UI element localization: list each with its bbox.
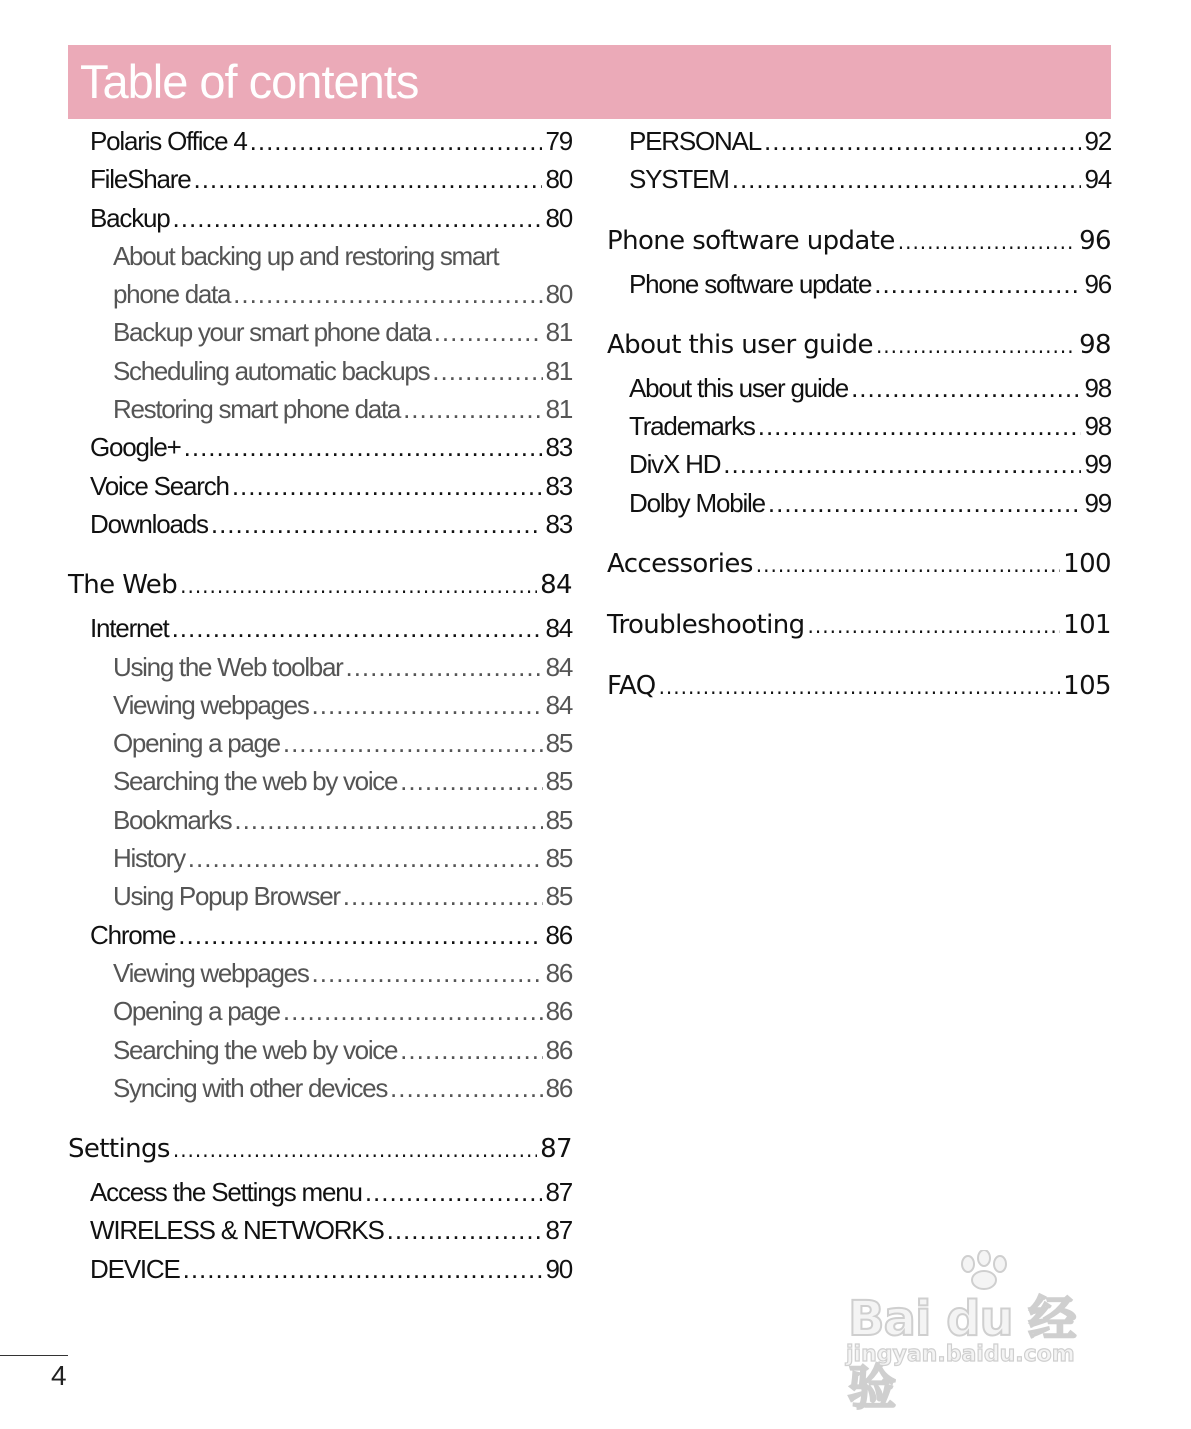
toc-entry-title: History xyxy=(113,843,185,874)
toc-subentry[interactable] xyxy=(68,686,572,724)
toc-page-number: 86 xyxy=(545,957,572,988)
dot-leader xyxy=(283,724,543,762)
toc-subentry[interactable] xyxy=(68,877,572,915)
toc-entry-title: Voice Search xyxy=(90,470,229,501)
toc-page-number: 83 xyxy=(545,508,572,539)
toc-entry-title: Using the Web toolbar xyxy=(113,651,343,682)
toc-entry[interactable] xyxy=(607,160,1111,198)
toc-entry-title: Settings xyxy=(68,1134,170,1165)
dot-leader xyxy=(764,122,1081,160)
toc-page-number: 85 xyxy=(545,766,572,797)
page-number: 4 xyxy=(51,1360,67,1391)
dot-leader xyxy=(178,916,542,954)
toc-subentry[interactable] xyxy=(68,313,572,351)
toc-entry-title: DivX HD xyxy=(629,449,721,480)
dot-leader xyxy=(180,567,537,605)
toc-entry-title: WIRELESS & NETWORKS xyxy=(90,1215,384,1246)
toc-page-number: 86 xyxy=(545,1034,572,1065)
toc-page-number: 80 xyxy=(545,164,572,195)
toc-entry[interactable] xyxy=(68,916,572,954)
toc-entry-title: Scheduling automatic backups xyxy=(113,355,430,386)
toc-page-number: 84 xyxy=(545,651,572,682)
dot-leader xyxy=(898,223,1076,261)
dot-leader xyxy=(387,1211,543,1249)
toc-entry-title: The Web xyxy=(68,570,178,601)
toc-page-number: 96 xyxy=(1079,225,1111,256)
dot-leader xyxy=(193,160,542,198)
dot-leader xyxy=(173,199,543,237)
toc-entry[interactable] xyxy=(68,609,572,647)
toc-page-number: 92 xyxy=(1084,126,1111,156)
toc-page-number: 86 xyxy=(545,996,572,1027)
toc-page-number: 98 xyxy=(1084,372,1111,403)
dot-leader xyxy=(758,407,1082,445)
toc-entry-title: Google+ xyxy=(90,432,181,463)
toc-entry[interactable] xyxy=(68,467,572,505)
dot-leader xyxy=(173,1131,537,1169)
dot-leader xyxy=(432,352,542,390)
toc-entry-title: Searching the web by voice xyxy=(113,1034,398,1065)
toc-entry-title: Chrome xyxy=(90,919,176,950)
toc-page-number: 80 xyxy=(545,202,572,233)
toc-section[interactable] xyxy=(607,222,1111,260)
toc-entry-title: Trademarks xyxy=(629,411,755,442)
dot-leader xyxy=(233,275,543,313)
toc-page-number: 87 xyxy=(545,1215,572,1246)
toc-page-number: 99 xyxy=(1084,487,1111,518)
toc-left-column xyxy=(68,122,572,1288)
dot-leader xyxy=(723,445,1081,483)
toc-page-number: 86 xyxy=(545,1072,572,1103)
dot-leader xyxy=(184,428,543,466)
toc-entry-title: Syncing with other devices xyxy=(113,1072,388,1103)
toc-subentry[interactable] xyxy=(68,648,572,686)
toc-page-number: 85 xyxy=(545,843,572,874)
toc-section[interactable] xyxy=(607,606,1111,644)
toc-entry-title: Viewing webpages xyxy=(113,957,309,988)
toc-entry-title: SYSTEM xyxy=(629,164,729,195)
toc-page-number: 85 xyxy=(545,728,572,759)
dot-leader xyxy=(434,313,543,351)
toc-entry[interactable] xyxy=(607,445,1111,483)
toc-page-number: 101 xyxy=(1063,610,1111,641)
dot-leader xyxy=(250,122,543,160)
toc-page-number: 81 xyxy=(545,355,572,386)
dot-leader xyxy=(659,668,1061,706)
toc-entry-title: FileShare xyxy=(90,164,191,195)
toc-subentry[interactable] xyxy=(68,954,572,992)
toc-page-number: 98 xyxy=(1084,411,1111,442)
dot-leader xyxy=(768,484,1082,522)
toc-entry-title: Polaris Office 4 xyxy=(90,126,247,156)
toc-page-number: 83 xyxy=(545,432,572,463)
toc-subentry[interactable] xyxy=(68,762,572,800)
dot-leader xyxy=(874,265,1081,303)
toc-subentry[interactable] xyxy=(68,839,572,877)
toc-entry[interactable] xyxy=(607,265,1111,303)
toc-entry-title: Phone software update xyxy=(629,268,872,299)
toc-page-number: 99 xyxy=(1084,449,1111,480)
toc-entry[interactable] xyxy=(607,369,1111,407)
toc-entry[interactable] xyxy=(68,122,572,160)
toc-section[interactable] xyxy=(68,566,572,604)
toc-page-number: 85 xyxy=(545,881,572,912)
dot-leader xyxy=(234,801,542,839)
toc-page-number: 80 xyxy=(545,279,572,310)
toc-page-number: 94 xyxy=(1084,164,1111,195)
dot-leader xyxy=(283,992,543,1030)
toc-section[interactable] xyxy=(607,545,1111,583)
toc-section[interactable] xyxy=(68,1130,572,1168)
toc-entry[interactable] xyxy=(68,428,572,466)
toc-entry[interactable] xyxy=(68,160,572,198)
toc-entry-title: Access the Settings menu xyxy=(90,1177,362,1208)
footer-rule xyxy=(0,1355,68,1356)
dot-leader xyxy=(403,390,543,428)
toc-subentry[interactable] xyxy=(68,275,572,313)
toc-entry-title: Opening a page xyxy=(113,728,280,759)
toc-entry-title: Opening a page xyxy=(113,996,280,1027)
toc-page-number: 87 xyxy=(545,1177,572,1208)
toc-entry-title: Backup your smart phone data xyxy=(113,317,431,348)
dot-leader xyxy=(188,839,543,877)
toc-entry-title: Viewing webpages xyxy=(113,689,309,720)
toc-entry[interactable] xyxy=(607,122,1111,160)
toc-page-number: 98 xyxy=(1079,329,1111,360)
toc-page-number: 90 xyxy=(545,1253,572,1284)
toc-entry[interactable] xyxy=(68,505,572,543)
toc-entry[interactable] xyxy=(607,484,1111,522)
toc-entry-title: Searching the web by voice xyxy=(113,766,398,797)
dot-leader xyxy=(876,327,1076,365)
dot-leader xyxy=(400,1031,543,1069)
toc-page-number: 83 xyxy=(545,470,572,501)
toc-page-number: 84 xyxy=(545,613,572,644)
page-title: Table of contents xyxy=(80,55,419,108)
dot-leader xyxy=(345,648,542,686)
toc-entry-title-line: About backing up and restoring smart xyxy=(113,240,499,271)
toc-subentry[interactable] xyxy=(68,1069,572,1107)
toc-page-number: 86 xyxy=(545,919,572,950)
toc-entry-title: Downloads xyxy=(90,508,208,539)
toc-entry-title: Accessories xyxy=(607,549,753,580)
toc-page-number: 105 xyxy=(1063,671,1111,702)
toc-page-number: 87 xyxy=(540,1134,572,1165)
toc-entry[interactable] xyxy=(68,1211,572,1249)
toc-page-number: 84 xyxy=(540,570,572,601)
toc-subentry[interactable] xyxy=(68,352,572,390)
toc-entry-title: phone data xyxy=(113,279,231,310)
toc-section[interactable] xyxy=(607,667,1111,705)
toc-right-column xyxy=(607,122,1111,705)
toc-entry[interactable] xyxy=(607,407,1111,445)
toc-entry-title: Phone software update xyxy=(607,225,895,256)
toc-page-number: 79 xyxy=(545,126,572,156)
toc-entry-title: Using Popup Browser xyxy=(113,881,340,912)
header-band xyxy=(68,45,1111,119)
dot-leader xyxy=(732,160,1082,198)
toc-entry-title: Restoring smart phone data xyxy=(113,394,401,425)
dot-leader xyxy=(183,1250,543,1288)
dot-leader xyxy=(400,762,543,800)
toc-entry-title: Troubleshooting xyxy=(607,610,805,641)
baidu-watermark-logo xyxy=(842,1250,1122,1416)
toc-entry[interactable] xyxy=(68,1173,572,1211)
toc-entry[interactable] xyxy=(68,1250,572,1288)
toc-entry-title: About this user guide xyxy=(607,329,873,360)
toc-page-number: 81 xyxy=(545,394,572,425)
toc-subentry[interactable] xyxy=(68,801,572,839)
toc-page-number: 81 xyxy=(545,317,572,348)
toc-page-number: 84 xyxy=(545,689,572,720)
toc-entry-title: Bookmarks xyxy=(113,804,232,835)
dot-leader xyxy=(851,369,1081,407)
toc-page-number: 85 xyxy=(545,804,572,835)
toc-page-number: 96 xyxy=(1084,268,1111,299)
dot-leader xyxy=(343,877,543,915)
dot-leader xyxy=(312,954,543,992)
toc-entry[interactable] xyxy=(68,199,572,237)
watermark-url: jingyan.baidu.com xyxy=(846,1342,1075,1367)
toc-subentry[interactable] xyxy=(68,1031,572,1069)
dot-leader xyxy=(808,607,1061,645)
toc-entry-title: About this user guide xyxy=(629,372,849,403)
toc-subentry[interactable] xyxy=(68,992,572,1030)
toc-page-number: 100 xyxy=(1063,549,1111,580)
dot-leader xyxy=(211,505,543,543)
toc-entry-title: Dolby Mobile xyxy=(629,487,765,518)
toc-entry-title: PERSONAL xyxy=(629,126,762,156)
toc-entry-title: DEVICE xyxy=(90,1253,180,1284)
dot-leader xyxy=(390,1069,543,1107)
toc-entry-title: Backup xyxy=(90,202,170,233)
toc-entry-title: FAQ xyxy=(607,671,656,702)
watermark-brand: Bai du 经验 xyxy=(848,1291,1076,1416)
toc-section[interactable] xyxy=(607,326,1111,364)
toc-subentry[interactable] xyxy=(68,724,572,762)
dot-leader xyxy=(232,467,543,505)
dot-leader xyxy=(172,609,543,647)
dot-leader xyxy=(312,686,543,724)
toc-entry-title: Internet xyxy=(90,613,169,644)
toc-subentry[interactable] xyxy=(68,390,572,428)
dot-leader xyxy=(756,546,1060,584)
dot-leader xyxy=(365,1173,543,1211)
